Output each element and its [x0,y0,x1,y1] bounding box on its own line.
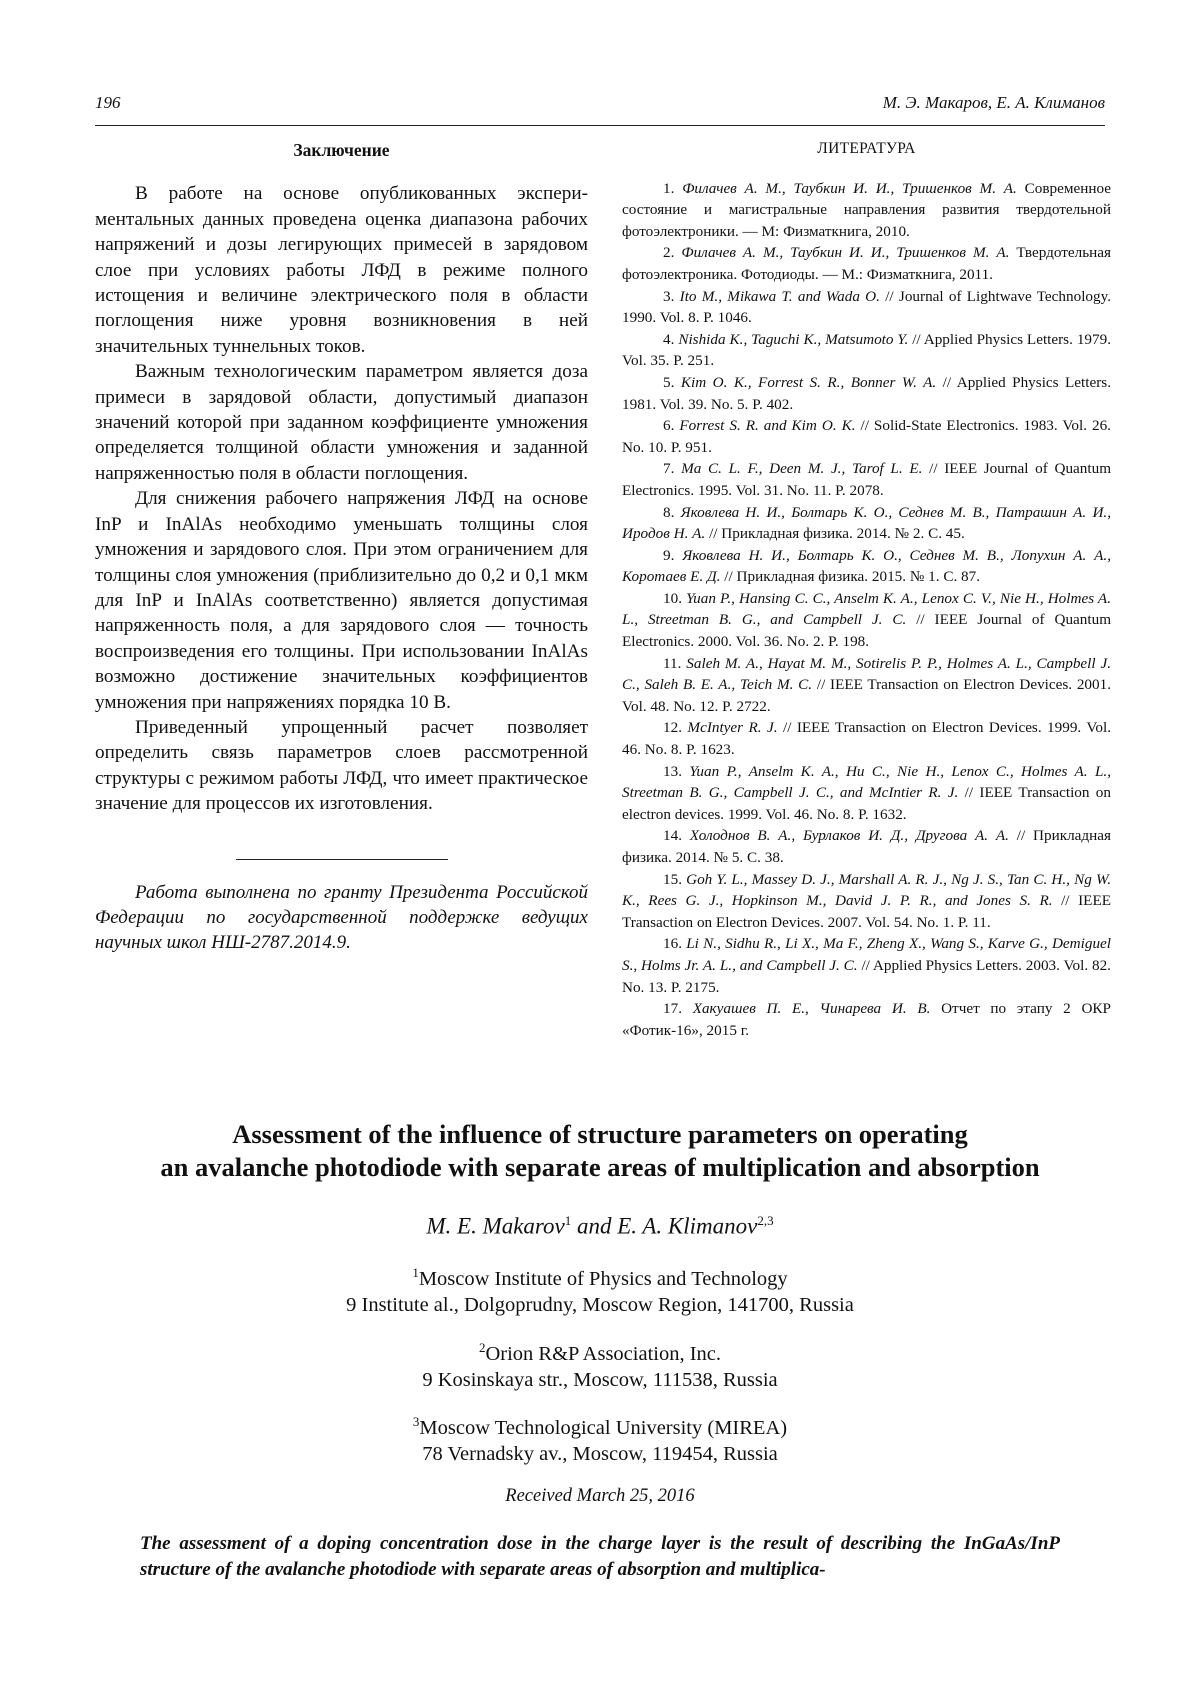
author-affiliation-mark: 2,3 [757,1213,774,1228]
reference-source: // IEEE Transaction on Electron Devices. 2007. Vol. 54. No. 1. P. 11. [622,892,1111,931]
reference-number: 14. [663,827,682,845]
reference-authors: Ito M., Mikawa T. and Wada O. [679,287,880,305]
reference-number: 1. [663,179,675,197]
affiliation-address: 78 Vernadsky av., Moscow, 119454, Russia [422,1442,778,1465]
reference-number: 8. [663,503,675,521]
reference-item [622,653,1111,718]
reference-source: // IEEE Transaction on Electron Devices. 1999. Vol. 46. No. 8. P. 1623. [622,719,1111,759]
reference-item [622,286,1111,329]
abstract-text: The assessment of a doping concentration dose in the charge layer is the result of describing the InGaAs/InP structure of the avalanche photodiode with separate areas of absorption and multiplica- [140,1533,1060,1580]
reference-number: 4. [663,330,675,348]
affiliation-mark: 1 [412,1265,419,1280]
reference-number: 9. [663,546,675,564]
reference-item [622,588,1111,653]
conclusion-column [95,138,588,956]
conclusion-paragraph: Важным технологическим параметром является доза примеси в зарядовой области, допустимый диапазон значений которой при заданном коэффициенте умножения определяется толщиной области умножения и заданной напряженностью поля в области поглощения. [95,361,588,484]
conclusion-paragraph: Приведенный упрощенный расчет позволяет определить связь параметров слоев рассмотренной структуры с режимом работы ЛФД, что имеет практическое значение для процессов их изготовления. [95,716,588,815]
reference-source: // Journal of Lightwave Technology. 1990. Vol. 8. P. 1046. [622,287,1112,327]
reference-source: Отчет по этапу 2 ОКР «Фотик-16», 2015 г. [622,1000,1111,1039]
references-title: ЛИТЕРАТУРА [817,140,916,157]
reference-source: // Applied Physics Letters. 2003. Vol. 82. No. 13. P. 2175. [622,956,1111,996]
affiliation [0,1409,1200,1467]
reference-authors: Филачев А. М., Таубкин И. И., Тришенков М. А. [682,179,1017,197]
reference-authors: Kim O. K., Forrest S. R., Bonner W. A. [680,373,937,391]
reference-number: 6. [663,417,675,435]
reference-item [622,178,1111,243]
reference-source: Современное состояние и магистральные направления развития твердотельной фотоэлектроники. — М: Физматкнига, 2010. [622,179,1112,240]
reference-number: 5. [663,373,675,391]
reference-source: // IEEE Journal of Quantum Electronics. 1995. Vol. 31. No. 11. P. 2078. [622,460,1112,499]
reference-number: 10. [663,589,682,607]
reference-number: 11. [663,654,682,672]
conclusion-paragraph: В работе на основе опубликованных экспериментальных данных проведена оценка диапазона рабочих напряжений и дозы легирующих примесей в зарядовом слое при условиях работы ЛФД в режиме полного истощения и величине электрического поля в области поглощения ниже уровня возникновения в ней значительных туннельных токов. [95,183,588,357]
reference-number: 13. [663,762,682,780]
page-number: 196 [95,93,121,112]
reference-number: 7. [663,460,675,478]
funding-divider [236,859,448,860]
reference-authors: Saleh M. A., Hayat M. M., Sotirelis P. P., Holmes A. L., Campbell J. C., Saleh B. E. A., Teich M. C. [622,654,1112,694]
reference-number: 16. [663,935,682,953]
author-conjunction: and [571,1213,618,1239]
reference-item [622,458,1111,501]
reference-authors: Nishida K., Taguchi K., Matsumoto Y. [678,330,909,348]
reference-authors: Yuan P., Anselm K. A., Hu C., Nie H., Lenox C., Holmes A. L., Streetman B. G., Campbell J. C., and McIntier R. J. [622,762,1111,802]
conclusion-title: Заключение [293,140,390,160]
reference-authors: Яковлева Н. И., Болтарь К. О., Седнев М. В., Лопухин А. А., Коротаев Е. Д. [622,546,1112,586]
conclusion-paragraph: Для снижения рабочего напряжения ЛФД на основе InP и InAlAs необходимо уменьшать толщины слоя умножения и зарядового слоя. При этом ограничением для толщины слоя умножения (приблизительно до 0,2 и 0,1 мкм для InP и InAlAs соответственно) является допустимая напряженность поля, а для зарядового слоя — точность воспроизведения его толщины. При использовании InAlAs возможно достижение значительных коэффициентов умножения при напряжениях порядка 10 В. [95,488,588,713]
reference-authors: Холоднов В. А., Бурлаков И. Д., Другова А. А. [689,827,1009,845]
affiliation-name: Moscow Institute of Physics and Technology [418,1267,788,1290]
reference-list [622,178,1111,1042]
reference-number: 15. [663,870,682,888]
affiliation-address: 9 Institute al., Dolgoprudny, Moscow Region, 141700, Russia [346,1293,854,1316]
reference-source: // Applied Physics Letters. 1981. Vol. 39. No. 5. P. 402. [622,373,1111,413]
reference-item [622,825,1111,868]
reference-number: 2. [663,244,675,262]
reference-item [622,998,1111,1041]
reference-source: // IEEE Transaction on electron devices. 1999. Vol. 46. No. 8. P. 1632. [622,784,1111,823]
reference-item [622,372,1111,415]
reference-item [622,329,1111,372]
affiliation-name: Orion R&P Association, Inc. [485,1342,722,1365]
reference-item [622,869,1111,934]
received-date: Received March 25, 2016 [505,1486,695,1506]
reference-number: 3. [663,287,675,305]
reference-item [622,717,1111,760]
reference-authors: Goh Y. L., Massey D. J., Marshall A. R. J., Ng J. S., Tan C. H., Ng W. K., Rees G. J., Hopkinson M., David J. P. R., and Jones S. R. [622,870,1112,910]
reference-authors: Филачев А. М., Таубкин И. И., Тришенков М. А. [681,244,1010,262]
author-name: M. E. Makarov [426,1213,565,1239]
reference-source: // Прикладная физика. 2014. № 5. С. 38. [622,827,1112,866]
reference-source: // Прикладная физика. 2014. № 2. С. 45. [705,525,965,543]
reference-number: 17. [663,1000,682,1018]
affiliation-mark: 2 [478,1340,486,1355]
english-title [80,1118,1120,1184]
author-name: E. A. Klimanov [617,1213,758,1239]
reference-authors: Li N., Sidhu R., Li X., Ma F., Zheng X., Wang S., Karve G., Demiguel S., Holms Jr. A. L., and Campbell J. C. [622,935,1111,974]
reference-authors: Ma C. L. F., Deen M. J., Tarof L. E. [681,460,923,478]
reference-source: // IEEE Transaction on Electron Devices. 2001. Vol. 48. No. 12. P. 2722. [622,676,1111,715]
reference-number: 12. [663,719,682,737]
affiliation-address: 9 Kosinskaya str., Moscow, 111538, Russia [422,1368,778,1391]
reference-authors: Хакуашев П. Е., Чинарева И. В. [692,1000,931,1018]
header-rule [95,125,1105,126]
affiliation-name: Moscow Technological University (MIREA) [419,1416,788,1439]
references-column [622,138,1111,1041]
reference-authors: Yuan P., Hansing C. C., Anselm K. A., Lenox C. V., Nie H., Holmes A. L., Streetman B. G., and Campbell J. C. [622,589,1111,629]
running-head-authors: М. Э. Макаров, Е. А. Климанов [882,93,1105,112]
reference-source: // Прикладная физика. 2015. № 1. С. 87. [720,568,981,586]
affiliation [0,1335,1200,1393]
english-title-line: an avalanche photodiode with separate areas of multiplication and absorption [160,1152,1040,1182]
reference-item [622,761,1111,826]
reference-source: Твердотельная фотоэлектроника. Фотодиоды. — М.: Физматкнига, 2011. [622,244,1111,283]
author-affiliation-mark: 1 [564,1213,572,1228]
reference-item [622,933,1111,998]
reference-authors: Forrest S. R. and Kim O. K. [679,417,856,435]
funding-note: Работа выполнена по гранту Президента Российской Федерации по государственной поддержке ведущих научных школ НШ-2787.2014.9. [95,881,588,954]
reference-authors: McIntyer R. J. [687,719,778,737]
reference-source: // Applied Physics Letters. 1979. Vol. 35. P. 251. [622,330,1111,370]
reference-item [622,415,1111,458]
reference-item [622,545,1111,588]
affiliation-mark: 3 [412,1414,420,1429]
reference-item [622,242,1111,285]
reference-item [622,502,1111,545]
reference-source: // IEEE Journal of Quantum Electronics. 2000. Vol. 36. No. 2. P. 198. [622,611,1112,651]
english-title-line: Assessment of the influence of structure parameters on operating [232,1119,968,1149]
reference-authors: Яковлева Н. И., Болтарь К. О., Седнев М. В., Патрашин А. И., Иродов Н. А. [622,503,1112,543]
english-authors [0,1206,1200,1242]
reference-source: // Solid-State Electronics. 1983. Vol. 26. No. 10. P. 951. [622,417,1111,456]
affiliation [0,1260,1200,1318]
